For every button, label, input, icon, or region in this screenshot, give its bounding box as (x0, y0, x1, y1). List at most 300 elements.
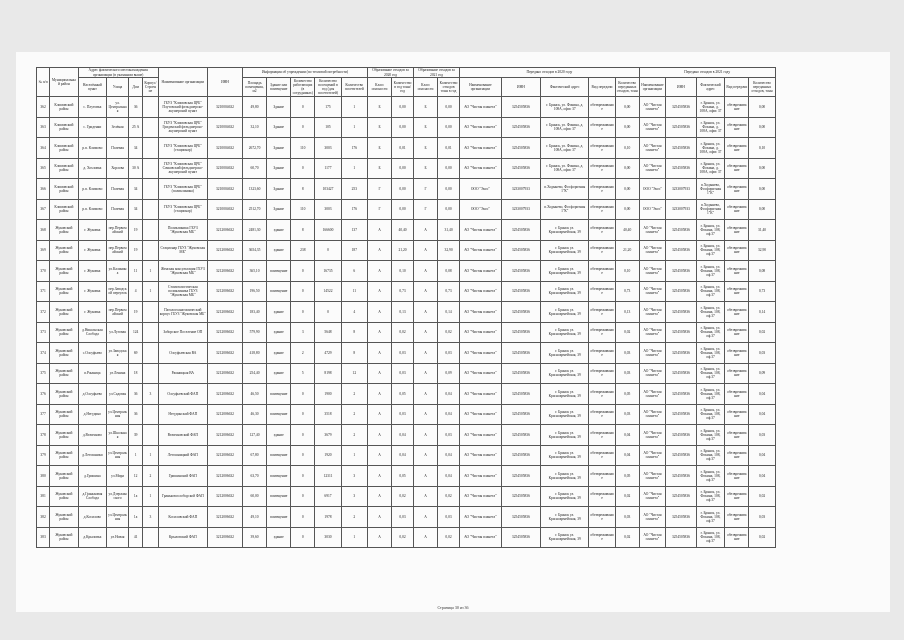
cell-muni: Климовский район (50, 117, 78, 138)
cell-qty2: 0,04 (438, 384, 460, 405)
cell-no: 383 (37, 527, 50, 548)
cell-muni: Климовский район (50, 179, 78, 200)
cell-rtype: обезвреживание (589, 302, 615, 323)
cell-cls2: А (414, 527, 438, 548)
table-row (37, 302, 800, 323)
cell-cls2: Б (414, 97, 438, 118)
cell-type: здание (267, 240, 291, 261)
cell-qty2: 0,04 (438, 404, 460, 425)
cell-qty: 0,01 (392, 138, 414, 159)
cell-cls2: А (414, 445, 438, 466)
cell-rtype: обезвреживание (589, 343, 615, 364)
table-row (37, 466, 800, 487)
cell-workers: 110 (291, 138, 315, 159)
cell-type: Здание (267, 138, 291, 159)
cell-raddr2: г. Брянск, ул. Фокина, д. 108А, офис 37 (696, 117, 724, 138)
cell-rqty: 0,04 (615, 445, 639, 466)
cell-street: ул.Центральная (107, 445, 129, 466)
cell-qty2: 0,00 (438, 97, 460, 118)
col-workers: Количество работающих (в сотрудниках) (292, 78, 313, 96)
cell-house: 39 (129, 425, 143, 446)
cell-rtype2: обезвреживание (725, 404, 749, 425)
cell-rqty2: 0,04 (749, 445, 775, 466)
cell-type: помещение (267, 384, 291, 405)
cell-area: 60,70 (243, 158, 267, 179)
col-visitors: Количество посетителей (341, 78, 367, 97)
cell-qty2: 0,00 (438, 199, 460, 220)
cell-rqty: 0,02 (615, 527, 639, 548)
cell-inn: 3210004632 (207, 117, 242, 138)
col-positions: Количество посещений в год (для посетителей) (315, 78, 341, 97)
cell-rqty2: 0,02 (749, 527, 775, 548)
cell-rqty2: 0,04 (749, 404, 775, 425)
cell-workers: 5 (291, 363, 315, 384)
cell-area: 46,30 (243, 404, 267, 425)
cell-rinn: 3254505836 (501, 302, 540, 323)
cell-raddr: г. Брянск ул. Красноармейская, 39 (541, 466, 589, 487)
cell-rname2: АО "Чистая планета" (639, 466, 665, 487)
cell-rinn: 3254505836 (501, 363, 540, 384)
cell-rtype: обезвреживание (589, 138, 615, 159)
cell-positions: 4729 (315, 343, 341, 364)
cell-korpus (143, 199, 158, 220)
cell-house: 1а (129, 507, 143, 528)
cell-qty: 40,40 (392, 220, 414, 241)
cell-street: ул.Заводская (107, 343, 129, 364)
col-no: № п/п (37, 68, 50, 97)
cell-street: ул.Центральная (107, 507, 129, 528)
cell-type: Здание (267, 97, 291, 118)
cell-qty2: 0,03 (438, 425, 460, 446)
cell-area: 254,40 (243, 363, 267, 384)
cell-area: 418,80 (243, 343, 267, 364)
cell-qty: 0,00 (392, 179, 414, 200)
cell-org: Негудинский ФАП (158, 404, 207, 425)
cell-org: Косиловский ФАП (158, 507, 207, 528)
cell-rqty2: 0,00 (749, 158, 775, 179)
cell-raddr: г. Брянск ул. Красноармейская, 39 (541, 363, 589, 384)
cell-rtype: обезвреживание (589, 507, 615, 528)
cell-inn: 3212006632 (207, 384, 242, 405)
cell-korpus: 1 (143, 261, 158, 282)
cell-house: 36 (129, 404, 143, 425)
cell-settlement: п.Ржаница (78, 363, 106, 384)
cell-street: Хорлова (107, 158, 129, 179)
cell-muni: Климовский район (50, 158, 78, 179)
cell-korpus: 1 (143, 445, 158, 466)
cell-rinn: 3233007933 (501, 199, 540, 220)
cell-qty: 0,03 (392, 363, 414, 384)
document-page (16, 52, 890, 612)
cell-rname: АО "Чистая планета" (460, 158, 502, 179)
cell-cls: А (368, 404, 392, 425)
cell-positions: 175 (315, 97, 341, 118)
cell-settlement: д.Граньковая Слобода (78, 486, 106, 507)
cell-area: 1323,60 (243, 179, 267, 200)
cell-raddr2: г. Брянск, ул. Фокина, 108, оф.37 (696, 507, 724, 528)
cell-positions: 0 (315, 302, 341, 323)
cell-area: 579,90 (243, 322, 267, 343)
cell-inn: 3212006632 (207, 281, 242, 302)
cell-inn: 3210004632 (207, 97, 242, 118)
cell-positions: 3030 (315, 527, 341, 548)
cell-qty2: 0,00 (438, 158, 460, 179)
cell-rtype: обезвреживание (589, 97, 615, 118)
cell-rqty2: 0,00 (749, 117, 775, 138)
cell-house: 36 (129, 97, 143, 118)
cell-raddr2: г. Брянск, ул. Фокина, 108, оф.37 (696, 343, 724, 364)
cell-org: Крыловский ФАП (158, 527, 207, 548)
cell-no: 370 (37, 261, 50, 282)
table-row (37, 220, 800, 241)
cell-korpus: 3 (143, 507, 158, 528)
cell-positions: 14522 (315, 281, 341, 302)
cell-visitors: 2 (341, 404, 367, 425)
table-row (37, 322, 800, 343)
cell-rname2: АО "Чистая планета" (639, 240, 665, 261)
cell-muni: Жуковский район (50, 261, 78, 282)
cell-settlement: р.п. Климово (78, 138, 106, 159)
cell-house: 11 (129, 261, 143, 282)
cell-settlement: д.Негудино (78, 404, 106, 425)
cell-rqty2: 0,00 (749, 97, 775, 118)
cell-qty: 0,00 (392, 97, 414, 118)
cell-settlement: р.п. Климово (78, 179, 106, 200)
cell-rinn2: 3254505836 (666, 527, 697, 548)
col-area: Площадь помещения, м2 (243, 78, 267, 97)
cell-workers: 0 (291, 158, 315, 179)
table-row (37, 404, 800, 425)
table-row (37, 117, 800, 138)
cell-raddr: г. Брянск ул. Красноармейская, 39 (541, 261, 589, 282)
cell-positions: 6917 (315, 486, 341, 507)
cell-inn: 3212006632 (207, 486, 242, 507)
cell-visitors: 187 (341, 240, 367, 261)
cell-inn: 3210004632 (207, 138, 242, 159)
cell-house: 124 (129, 322, 143, 343)
cell-rname: АО "Чистая планета" (460, 343, 502, 364)
cell-rname2: АО "Чистая планета" (639, 322, 665, 343)
cell-raddr2: г. Брянск, ул. Фокина, 108, оф.37 (696, 322, 724, 343)
cell-inn: 3212006632 (207, 466, 242, 487)
cell-positions: 0 (315, 240, 341, 261)
col-receiver-inn-2021: ИНН (666, 78, 697, 97)
cell-cls2: А (414, 220, 438, 241)
cell-rtype: обезвреживание (589, 425, 615, 446)
cell-rinn: 3254505836 (501, 220, 540, 241)
cell-raddr: г. Брянск ул. Красноармейская, 39 (541, 322, 589, 343)
cell-rinn2: 3254505836 (666, 158, 697, 179)
cell-visitors: 4 (341, 302, 367, 323)
cell-visitors: 11 (341, 281, 367, 302)
cell-rinn: 3254505836 (501, 240, 540, 261)
cell-rinn: 3254505836 (501, 404, 540, 425)
cell-raddr2: г. Брянск, ул. Фокина, 108, оф.37 (696, 466, 724, 487)
cell-rinn2: 3254505836 (666, 486, 697, 507)
cell-org: Патологоанатомический корпус ГБУЗ "Жуковская МБ" (158, 302, 207, 323)
cell-visitors: 1 (341, 158, 367, 179)
table-row (37, 527, 800, 548)
cell-qty2: 0,08 (438, 261, 460, 282)
cell-rtype2: обезвреживание (725, 220, 749, 241)
table-row (37, 486, 800, 507)
cell-street: ул.Центральная (107, 404, 129, 425)
cell-muni: Жуковский район (50, 363, 78, 384)
cell-raddr: п.Ходынево, Фосфоритная 1"К" (541, 199, 589, 220)
cell-positions: 16735 (315, 261, 341, 282)
cell-rname: АО "Чистая планета" (460, 220, 502, 241)
cell-rtype2: обезвреживание (725, 281, 749, 302)
cell-positions: 12311 (315, 466, 341, 487)
cell-rinn2: 3254505836 (666, 302, 697, 323)
cell-korpus (143, 158, 158, 179)
table-row (37, 384, 800, 405)
group-building: Информация об учреждении (по тепловой потребности) (243, 68, 368, 78)
cell-inn: 3212006632 (207, 404, 242, 425)
cell-type: помещение (267, 486, 291, 507)
cell-rinn2: 3254505836 (666, 425, 697, 446)
cell-type: помещение (267, 404, 291, 425)
cell-rinn: 3254505836 (501, 425, 540, 446)
cell-rqty2: 0,73 (749, 281, 775, 302)
table-row (37, 158, 800, 179)
cell-rinn2: 3254505836 (666, 97, 697, 118)
cell-rname2: АО "Чистая планета" (639, 486, 665, 507)
cell-rname: АО "Чистая планета" (460, 97, 502, 118)
table-row (37, 240, 800, 261)
cell-type: помещение (267, 466, 291, 487)
cell-muni: Жуковский район (50, 302, 78, 323)
col-receiver-inn-2020: ИНН (501, 78, 540, 97)
cell-cls: Б (368, 158, 392, 179)
cell-rtype2: обезвреживание (725, 322, 749, 343)
cell-positions: 8198 (315, 363, 341, 384)
cell-type: здание (267, 527, 291, 548)
cell-rinn2: 3254505836 (666, 507, 697, 528)
cell-org: Гришинский ФАП (158, 466, 207, 487)
cell-rqty: 0,03 (615, 363, 639, 384)
cell-house: 34 (129, 199, 143, 220)
cell-positions: 1978 (315, 507, 341, 528)
group-transferred-2021: Передано отходов в 2021 году (639, 68, 775, 78)
cell-street: Полевая (107, 138, 129, 159)
cell-rname2: АО "Чистая планета" (639, 425, 665, 446)
cell-qty2: 0,00 (438, 179, 460, 200)
cell-workers: 0 (291, 117, 315, 138)
col-municipality: Муниципальный район (50, 68, 78, 97)
cell-rname2: АО "Чистая планета" (639, 507, 665, 528)
cell-positions: 1920 (315, 445, 341, 466)
cell-house: 25 А (129, 117, 143, 138)
col-object-type: Здание или помещение (267, 78, 291, 97)
table-row (37, 261, 800, 282)
cell-house: 1а (129, 486, 143, 507)
cell-cls2: Б (414, 158, 438, 179)
cell-rinn2: 3254505836 (666, 384, 697, 405)
cell-rtype: обезвреживание (589, 261, 615, 282)
cell-rqty: 0,03 (615, 404, 639, 425)
cell-no: 363 (37, 117, 50, 138)
cell-org: Стационар ГБУЗ "Жуковская МБ" (158, 240, 207, 261)
cell-rtype2: обезвреживание (725, 343, 749, 364)
cell-qty: 0,04 (392, 445, 414, 466)
cell-cls: Б (368, 138, 392, 159)
group-transferred-2020: Передано отходов в 2020 году (460, 68, 640, 78)
cell-type: здание (267, 322, 291, 343)
cell-inn: 3212006632 (207, 343, 242, 364)
cell-visitors: 176 (341, 138, 367, 159)
cell-street: ул.Ленина (107, 363, 129, 384)
cell-rinn2: 3254505836 (666, 363, 697, 384)
cell-korpus: 1 (143, 486, 158, 507)
cell-rqty2: 0,02 (749, 322, 775, 343)
cell-type: Здание (267, 179, 291, 200)
cell-visitors: 253 (341, 179, 367, 200)
cell-raddr: г. Брянск ул. Красноармейская, 39 (541, 384, 589, 405)
cell-settlement: г. Жуковка (78, 302, 106, 323)
col-class-2020: Класс опасности (368, 78, 392, 97)
cell-workers: 0 (291, 97, 315, 118)
cell-rtype: обезвреживание (589, 281, 615, 302)
cell-qty2: 32,90 (438, 240, 460, 261)
col-org: Наименование организации (158, 68, 207, 97)
cell-muni: Жуковский район (50, 486, 78, 507)
cell-rinn2: 3254505836 (666, 404, 697, 425)
cell-rqty2: 0,10 (749, 138, 775, 159)
cell-qty2: 0,02 (438, 486, 460, 507)
cell-area: 127,40 (243, 425, 267, 446)
cell-rtype: обезвреживание (589, 404, 615, 425)
cell-no: 378 (37, 425, 50, 446)
cell-rtype2: обезвреживание (725, 240, 749, 261)
col-korpus: Корпус/Строение (143, 78, 158, 97)
cell-workers: 8 (291, 220, 315, 241)
cell-raddr2: г. Брянск, ул. Фокина, д. 108А, офис 37 (696, 158, 724, 179)
cell-rname2: АО "Чистая планета" (639, 363, 665, 384)
cell-raddr: п.Ходынево, Фосфоритная 1"К" (541, 179, 589, 200)
cell-house: 12 (129, 466, 143, 487)
cell-raddr2: г. Брянск, ул. Фокина, 108, оф.37 (696, 302, 724, 323)
cell-cls2: Б (414, 138, 438, 159)
cell-rinn: 3254505836 (501, 527, 540, 548)
cell-raddr2: г. Брянск, ул. Фокина, 108, оф.37 (696, 220, 724, 241)
cell-rtype2: обезвреживание (725, 302, 749, 323)
cell-rqty2: 0,04 (749, 384, 775, 405)
cell-org: ГБУЗ "Климовская ЦРБ" Плутовский фельдшерско-акушерский пункт (158, 97, 207, 118)
cell-cls2: А (414, 261, 438, 282)
cell-type: здание (267, 425, 291, 446)
cell-rinn: 3254505836 (501, 322, 540, 343)
cell-rinn: 3254505836 (501, 486, 540, 507)
page-number: Страница 30 из 36 (437, 605, 469, 610)
cell-rinn2: 3254505836 (666, 466, 697, 487)
cell-inn: 3212006632 (207, 322, 242, 343)
cell-street: ул.Садовая (107, 384, 129, 405)
cell-cls2: Г (414, 179, 438, 200)
cell-korpus (143, 322, 158, 343)
cell-cls: Б (368, 117, 392, 138)
cell-rqty: 0,05 (615, 384, 639, 405)
cell-house: 19 (129, 240, 143, 261)
cell-rname: АО "Чистая планета" (460, 363, 502, 384)
cell-type: помещение (267, 507, 291, 528)
cell-no: 379 (37, 445, 50, 466)
cell-area: 2672,70 (243, 138, 267, 159)
cell-qty: 21,20 (392, 240, 414, 261)
cell-rqty: 0,03 (615, 507, 639, 528)
cell-rtype2: обезвреживание (725, 363, 749, 384)
cell-cls: Б (368, 97, 392, 118)
cell-workers: 0 (291, 425, 315, 446)
cell-visitors: 2 (341, 507, 367, 528)
cell-type: помещение (267, 445, 291, 466)
cell-cls2: А (414, 486, 438, 507)
cell-rtype: обезвреживание (589, 322, 615, 343)
cell-raddr: г. Брянск, ул. Фокина, д. 108А, офис 37 (541, 97, 589, 118)
cell-type: здание (267, 302, 291, 323)
cell-street: пер.Первомайский (107, 240, 129, 261)
cell-area: 365,10 (243, 261, 267, 282)
cell-org: ГБУЗ "Климовская ЦРБ" Сачковский фельдшерско-акушерский пункт (158, 158, 207, 179)
cell-rqty: 0,10 (615, 261, 639, 282)
cell-cls2: А (414, 281, 438, 302)
cell-rqty2: 31,40 (749, 220, 775, 241)
cell-rqty2: 0,00 (749, 179, 775, 200)
cell-street: Полевая (107, 179, 129, 200)
cell-rtype2: обезвреживание (725, 179, 749, 200)
cell-rname: АО "Чистая планета" (460, 445, 502, 466)
cell-qty: 0,02 (392, 322, 414, 343)
cell-qty: 0,00 (392, 199, 414, 220)
cell-area: 63,70 (243, 466, 267, 487)
cell-muni: Климовский район (50, 138, 78, 159)
cell-raddr: г. Брянск ул. Красноармейская, 39 (541, 220, 589, 241)
cell-org: Стоматологическая поликлиника ГБУЗ "Жуковская МБ" (158, 281, 207, 302)
cell-rname2: АО "Чистая планета" (639, 117, 665, 138)
cell-positions: 1177 (315, 158, 341, 179)
cell-visitors: 176 (341, 199, 367, 220)
cell-cls: А (368, 466, 392, 487)
cell-visitors: 1 (341, 117, 367, 138)
cell-korpus (143, 240, 158, 261)
cell-no: 368 (37, 220, 50, 241)
cell-workers: 0 (291, 384, 315, 405)
cell-rtype2: обезвреживание (725, 466, 749, 487)
cell-no: 375 (37, 363, 50, 384)
cell-street: ул.Мира (107, 466, 129, 487)
cell-cls2: А (414, 363, 438, 384)
cell-rtype2: обезвреживание (725, 97, 749, 118)
cell-cls: А (368, 486, 392, 507)
cell-no: 369 (37, 240, 50, 261)
cell-korpus (143, 117, 158, 138)
cell-positions: 3518 (315, 404, 341, 425)
cell-rtype: обезвреживание (589, 220, 615, 241)
cell-positions: 103427 (315, 179, 341, 200)
cell-org: Величковский ФАП (158, 425, 207, 446)
cell-rname2: АО "Чистая планета" (639, 404, 665, 425)
cell-visitors: 12 (341, 363, 367, 384)
col-house: Дом (129, 78, 143, 97)
cell-workers: 110 (291, 199, 315, 220)
cell-qty2: 0,02 (438, 527, 460, 548)
cell-qty: 0,00 (392, 158, 414, 179)
cell-area: 46,50 (243, 384, 267, 405)
cell-qty: 0,02 (392, 486, 414, 507)
cell-rtype2: обезвреживание (725, 445, 749, 466)
cell-korpus (143, 97, 158, 118)
cell-cls: А (368, 363, 392, 384)
